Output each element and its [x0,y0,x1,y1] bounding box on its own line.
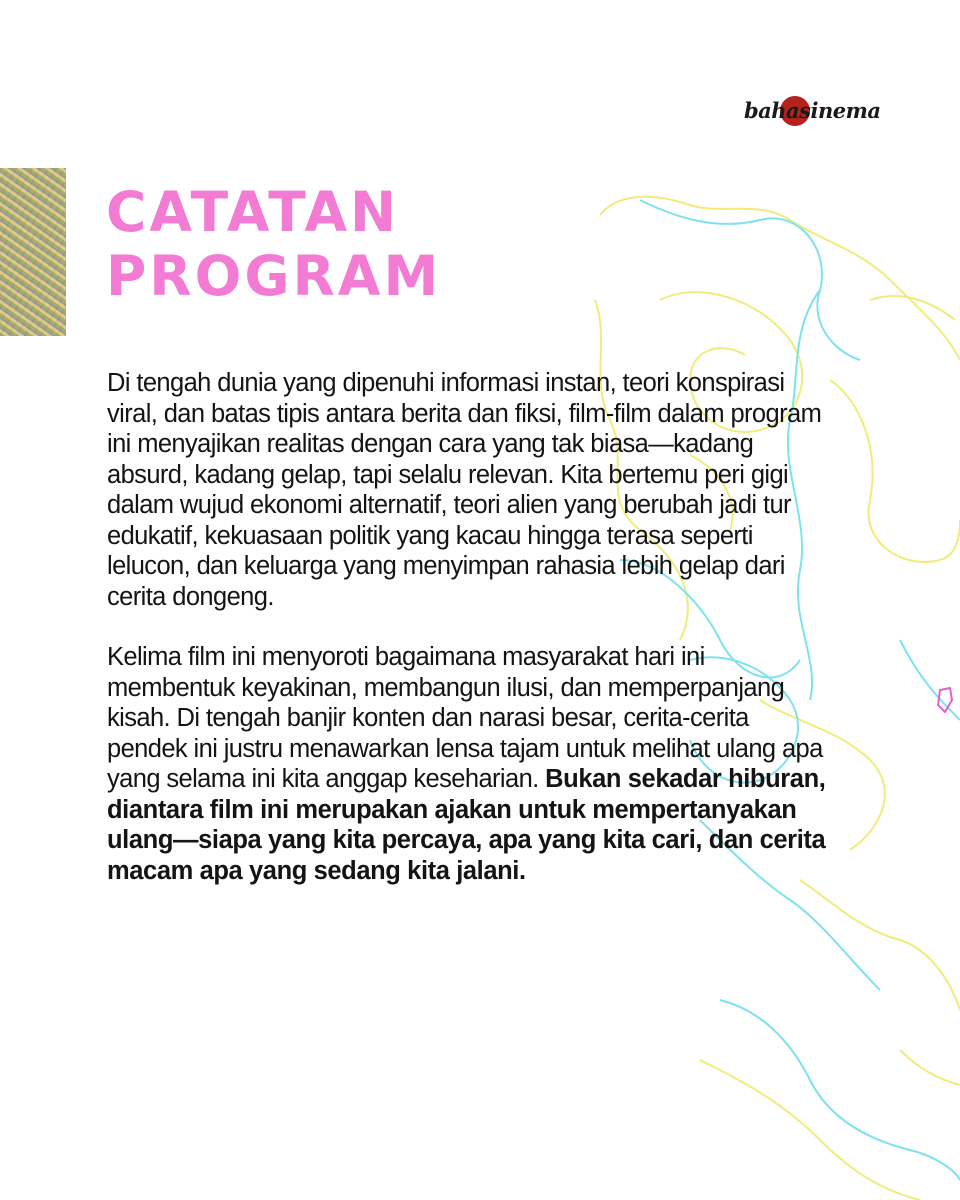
paragraph-1: Di tengah dunia yang dipenuhi informasi instan, teori konspirasi viral, dan batas tipis antara berita dan fiksi, film-film dalam program ini menyajikan realitas dengan cara yang tak biasa—kadang absurd, kadang gelap, tapi selalu relevan. Kita bertemu peri gigi dalam wujud ekonomi alternatif, teori alien yang berubah jadi tur edukatif, kekuasaan politik yang kacau hingga terasa seperti lelucon, dan keluarga yang menyimpan rahasia lebih gelap dari cerita dongeng. [107,369,822,611]
logo-text: bahasinema [744,98,881,123]
paragraph-2-emphasis: Bukan sekadar hiburan, diantara film ini merupakan ajakan untuk mempertanyakan ulang—siapa yang kita percaya, apa yang kita cari, dan cerita macam apa yang sedang kita jalani. [107,765,826,885]
page-title [106,180,441,308]
program-notes-body [107,368,827,886]
paragraph-2-regular: Kelima film ini menyoroti bagaimana masyarakat hari ini membentuk keyakinan, membangun ilusi, dan memperpanjang kisah. Di tengah banjir konten dan narasi besar, cerita-cerita pendek ini justru menawarkan lensa tajam untuk melihat ulang apa yang selama ini kita anggap keseharian. [107,643,823,793]
texture-strip [0,168,66,336]
title-line-1: CATATAN [106,180,400,244]
paragraph-2 [107,642,827,886]
title-line-2: PROGRAM [106,244,442,308]
brand-logo [744,96,881,130]
